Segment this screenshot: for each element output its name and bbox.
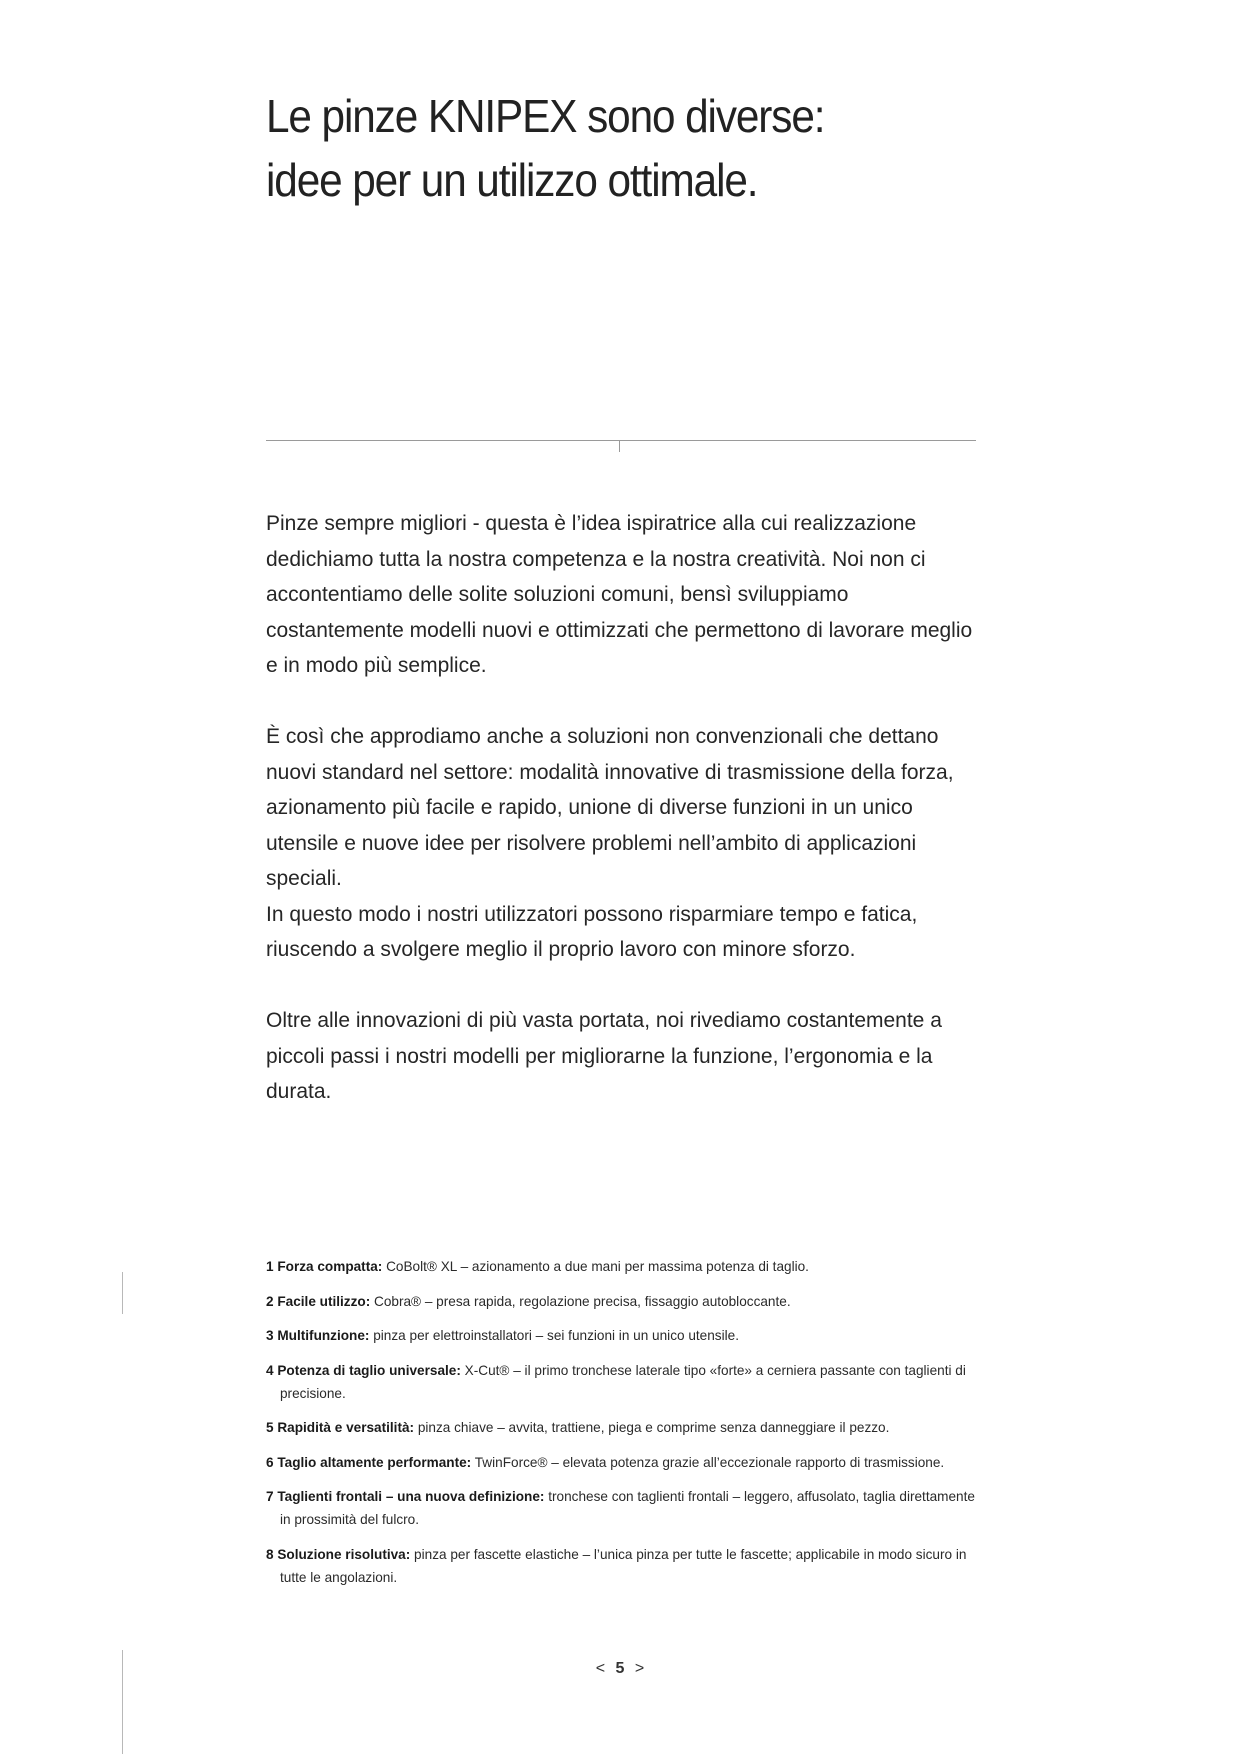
feature-text-8: pinza per fascette elastiche – l’unica pinza per tutte le fascette; applicabile in modo sicuro in tutte le angolazioni. [280, 1546, 967, 1585]
feature-label-6: 6 Taglio altamente performante: [266, 1454, 472, 1470]
feature-text-5: pinza chiave – avvita, trattiene, piega e comprime senza danneggiare il pezzo. [414, 1420, 890, 1435]
feature-label-5: 5 Rapidità e versatilità: [266, 1420, 415, 1435]
divider-tick [619, 440, 620, 452]
feature-item-2 [266, 1290, 976, 1313]
feature-item-3 [266, 1324, 976, 1347]
feature-text-2: Cobra® – presa rapida, regolazione precisa, fissaggio autobloccante. [370, 1293, 791, 1309]
margin-mark-bottom [122, 1650, 123, 1754]
page-number: 5 [615, 1660, 625, 1677]
feature-item-4 [266, 1359, 976, 1405]
section-divider [266, 440, 976, 441]
feature-text-4: X-Cut® – il primo tronchese laterale tipo «forte» a cerniera passante con taglienti di precisione. [280, 1362, 966, 1401]
next-page-link[interactable]: > [634, 1660, 645, 1677]
feature-text-7: tronchese con taglienti frontali – leggero, affusolato, taglia direttamente in prossimità del fulcro. [280, 1489, 975, 1527]
page-title [266, 84, 965, 212]
prev-page-link[interactable]: < [595, 1660, 606, 1677]
feature-item-8 [266, 1543, 976, 1589]
feature-item-5 [266, 1416, 976, 1439]
feature-item-6 [266, 1451, 976, 1474]
paragraph-3: In questo modo i nostri utilizzatori possono risparmiare tempo e fatica, riuscendo a svolgere meglio il proprio lavoro con minore sforzo. [266, 902, 918, 961]
feature-label-2: 2 Facile utilizzo: [266, 1293, 371, 1309]
feature-list [266, 1255, 976, 1600]
paragraph-4: Oltre alle innovazioni di più vasta portata, noi rivediamo costantemente a piccoli passi i nostri modelli per migliorarne la funzione, l’ergonomia e la durata. [266, 1009, 942, 1103]
paragraph-1: Pinze sempre migliori - questa è l’idea ispiratrice alla cui realizzazione dedichiamo tutta la nostra competenza e la nostra creatività. Noi non ci accontentiamo delle solite soluzioni comuni, bensì sviluppiamo costantemente modelli nuovi e ottimizzati che permettono di lavorare meglio e in modo più semplice. [266, 512, 973, 677]
feature-label-1: 1 Forza compatta: [266, 1259, 383, 1274]
margin-mark-top [122, 1272, 123, 1314]
feature-label-3: 3 Multifunzione: [266, 1328, 370, 1343]
intro-text [266, 506, 976, 1145]
feature-text-3: pinza per elettroinstallatori – sei funzioni in un unico utensile. [369, 1328, 739, 1343]
feature-label-4: 4 Potenza di taglio universale: [266, 1362, 461, 1378]
feature-label-8: 8 Soluzione risolutiva: [266, 1546, 411, 1562]
feature-text-1: CoBolt® XL – azionamento a due mani per massima potenza di taglio. [382, 1259, 809, 1274]
feature-label-7: 7 Taglienti frontali – una nuova definizione: [266, 1489, 545, 1504]
paragraph-2: È così che approdiamo anche a soluzioni non convenzionali che dettano nuovi standard nel settore: modalità innovative di trasmissione della forza, azionamento più facile e rapido, unione di diverse funzioni in un unico utensile e nuove idee per risolvere problemi nell’ambito di applicazioni speciali. [266, 725, 954, 890]
feature-item-1 [266, 1255, 976, 1278]
title-line-2: idee per un utilizzo ottimale. [266, 154, 758, 206]
page-navigation [566, 1660, 674, 1678]
title-line-1: Le pinze KNIPEX sono diverse: [266, 90, 825, 142]
feature-text-6: TwinForce® – elevata potenza grazie all’eccezionale rapporto di trasmissione. [471, 1454, 945, 1470]
feature-item-7 [266, 1485, 976, 1531]
